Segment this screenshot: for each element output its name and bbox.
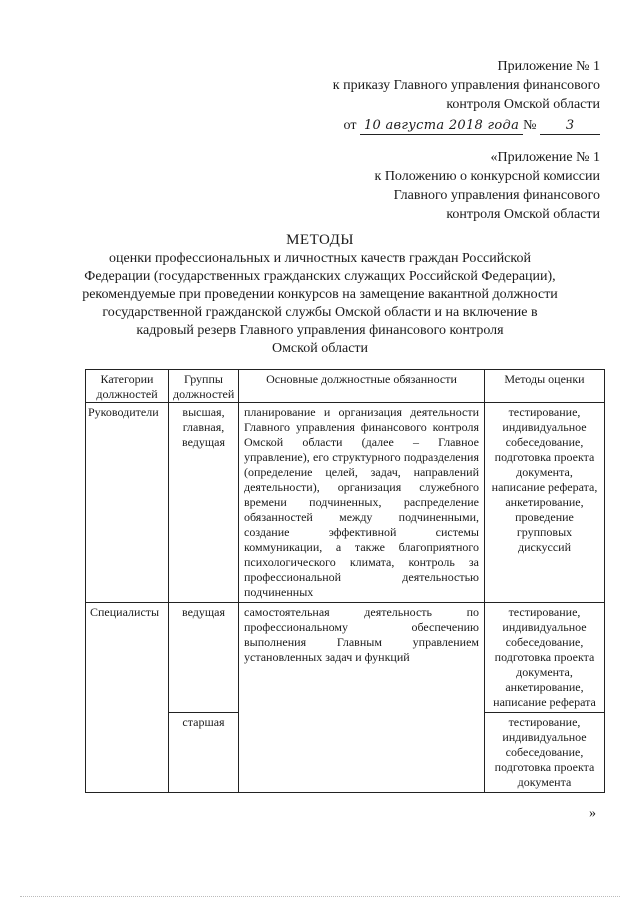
header-group: Группы должностей: [169, 370, 239, 403]
methods-table: [85, 369, 605, 793]
cell-category: Специалисты: [86, 603, 169, 793]
handwritten-date: 10 августа 2018 года: [360, 118, 523, 135]
table-row: [86, 403, 605, 603]
cell-group: высшая, главная, ведущая: [169, 403, 239, 603]
appendix-1-header: [333, 57, 600, 135]
title-line: рекомендуемые при проведении конкурсов на замещение вакантной должности: [82, 287, 558, 302]
cell-duties: самостоятельная деятельность по профессиональному обеспечению выполнения Главным управлением установленных задач и функций: [239, 603, 485, 793]
date-prefix: от: [343, 118, 357, 133]
closing-quote: »: [589, 806, 596, 821]
appendix-2-title: «Приложение № 1: [490, 150, 600, 165]
appendix-1-org-line: контроля Омской области: [446, 97, 600, 112]
header-duties: Основные должностные обязанности: [239, 370, 485, 403]
appendix-1-title: Приложение № 1: [497, 59, 600, 74]
table-row: [86, 603, 605, 713]
appendix-2-line-2: к Положению о конкурсной комиссии: [374, 169, 600, 184]
table-header-row: [86, 370, 605, 403]
header-methods: Методы оценки: [485, 370, 605, 403]
appendix-2-line-4: контроля Омской области: [446, 207, 600, 222]
cell-methods: тестирование, индивидуальное собеседование, подготовка проекта документа: [485, 713, 605, 793]
cell-group: старшая: [169, 713, 239, 793]
document-title: [40, 231, 600, 358]
title-line: кадровый резерв Главного управления финансового контроля: [136, 323, 504, 338]
scan-edge-line: [20, 896, 620, 898]
title-line: Омской области: [271, 341, 369, 356]
cell-methods: тестирование, индивидуальное собеседование, подготовка проекта документа, написание реферата, анкетирование, проведение групповых дискуссий: [485, 403, 605, 603]
number-prefix: №: [523, 118, 537, 133]
cell-category: Руководители: [86, 403, 169, 603]
handwritten-number: 3: [540, 118, 600, 135]
cell-group: ведущая: [169, 603, 239, 713]
title-line: оценки профессиональных и личностных качеств граждан Российской: [109, 251, 531, 266]
title-line: государственной гражданской службы Омской области и на включение в: [102, 305, 538, 320]
appendix-2-line-3: Главного управления финансового: [393, 188, 600, 203]
title-line: Федерации (государственных гражданских служащих Российской Федерации),: [84, 269, 556, 284]
appendix-1-order-line: к приказу Главного управления финансового: [332, 78, 600, 93]
title-main: МЕТОДЫ: [286, 232, 354, 248]
cell-methods: тестирование, индивидуальное собеседование, подготовка проекта документа, анкетирование, написание реферата: [485, 603, 605, 713]
header-category: Категории должностей: [86, 370, 169, 403]
appendix-1-date-line: [333, 116, 600, 135]
cell-duties: планирование и организация деятельности Главного управления финансового контроля Омской области (далее – Главное управление), его структурного подразделения (определение целей, задач, направлений деятельности), организация служебного времени подчиненных, распределение обязанностей между подчиненными, создание эффективной системы коммуникации, а также благоприятного психологического климата, контроль за профессиональной деятельностью подчиненных: [239, 403, 485, 603]
appendix-2-header: [375, 148, 600, 224]
